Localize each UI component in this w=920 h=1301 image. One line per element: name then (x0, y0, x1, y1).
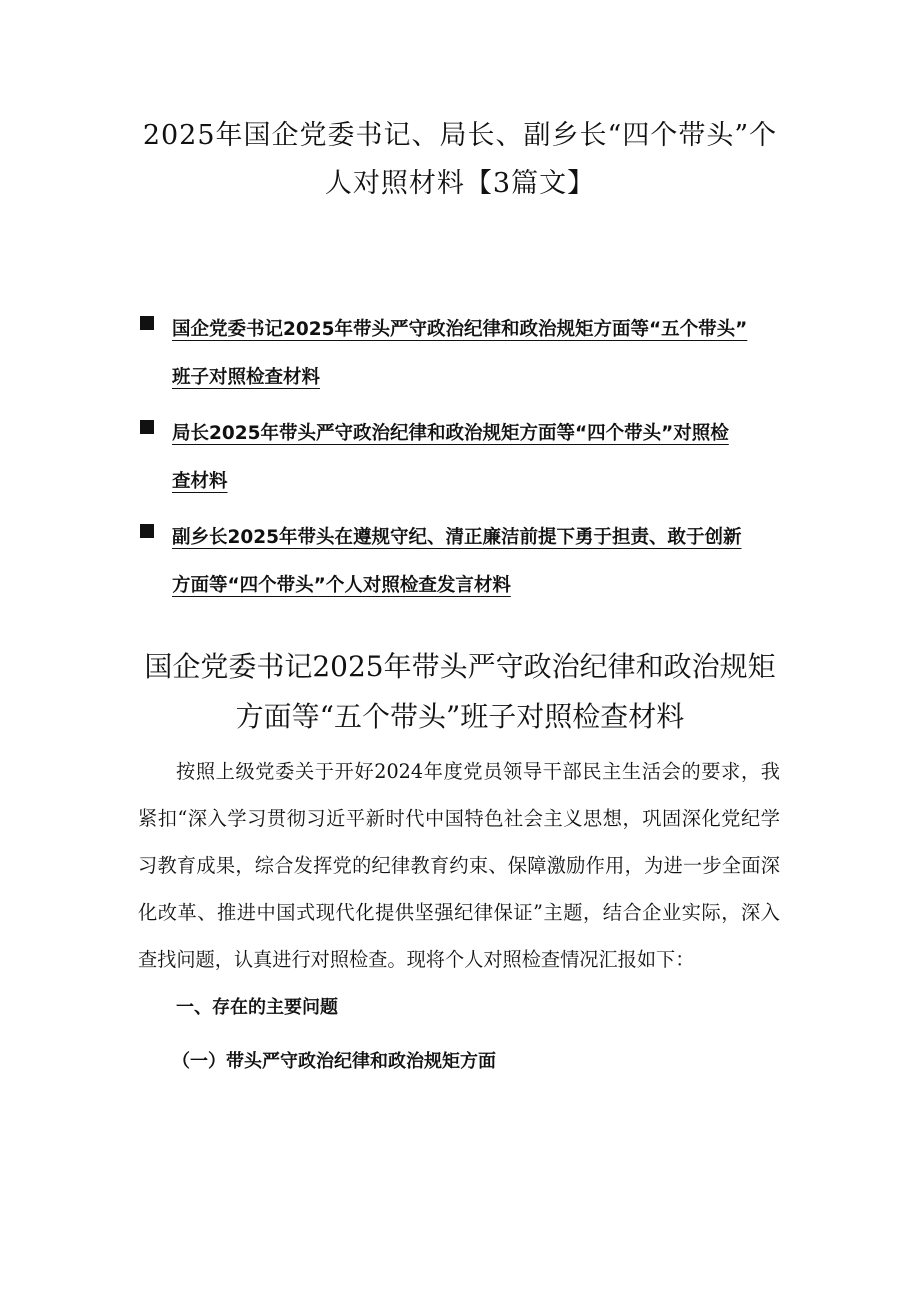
section-title-line-1: 国企党委书记2025年带头严守政治纪律和政治规矩 (144, 650, 776, 683)
toc-link-2[interactable] (172, 410, 800, 506)
toc-link-3-line-1: 副乡长2025年带头在遵规守纪、清正廉洁前提下勇于担责、敢于创新 (172, 527, 742, 548)
document-title (120, 112, 800, 208)
document-title-line-2: 人对照材料【3篇文】 (324, 168, 596, 199)
table-of-contents (140, 306, 800, 618)
square-bullet-icon (140, 316, 154, 330)
toc-link-1-line-1: 国企党委书记2025年带头严守政治纪律和政治规矩方面等“五个带头” (172, 319, 748, 340)
intro-paragraph: 按照上级党委关于开好2024年度党员领导干部民主生活会的要求，我紧扣“深入学习贯彻习近平新时代中国特色社会主义思想，巩固深化党纪学习教育成果，综合发挥党的纪律教育约束、保障激励作用，为进一步全面深化改革、推进中国式现代化提供坚强纪律保证”主题，结合企业实际，深入查找问题，认真进行对照检查。现将个人对照检查情况汇报如下： (138, 760, 780, 971)
toc-item-1 (140, 306, 800, 402)
toc-link-1[interactable] (172, 306, 800, 402)
square-bullet-icon (140, 524, 154, 538)
subheading-political-discipline: （一）带头严守政治纪律和政治规矩方面 (172, 1051, 496, 1072)
toc-link-3-line-2: 方面等“四个带头”个人对照检查发言材料 (172, 575, 511, 596)
toc-link-2-line-2: 查材料 (172, 471, 228, 492)
toc-link-1-line-2: 班子对照检查材料 (172, 367, 321, 388)
document-title-line-1: 2025年国企党委书记、局长、副乡长“四个带头”个 (142, 120, 778, 151)
toc-item-3 (140, 514, 800, 610)
toc-link-3[interactable] (172, 514, 800, 610)
heading-main-problems: 一、存在的主要问题 (176, 997, 338, 1018)
section-title-line-2: 方面等“五个带头”班子对照检查材料 (235, 700, 685, 733)
section-title (120, 642, 800, 742)
toc-link-2-line-1: 局长2025年带头严守政治纪律和政治规矩方面等“四个带头”对照检 (172, 423, 729, 444)
toc-item-2 (140, 410, 800, 506)
square-bullet-icon (140, 420, 154, 434)
